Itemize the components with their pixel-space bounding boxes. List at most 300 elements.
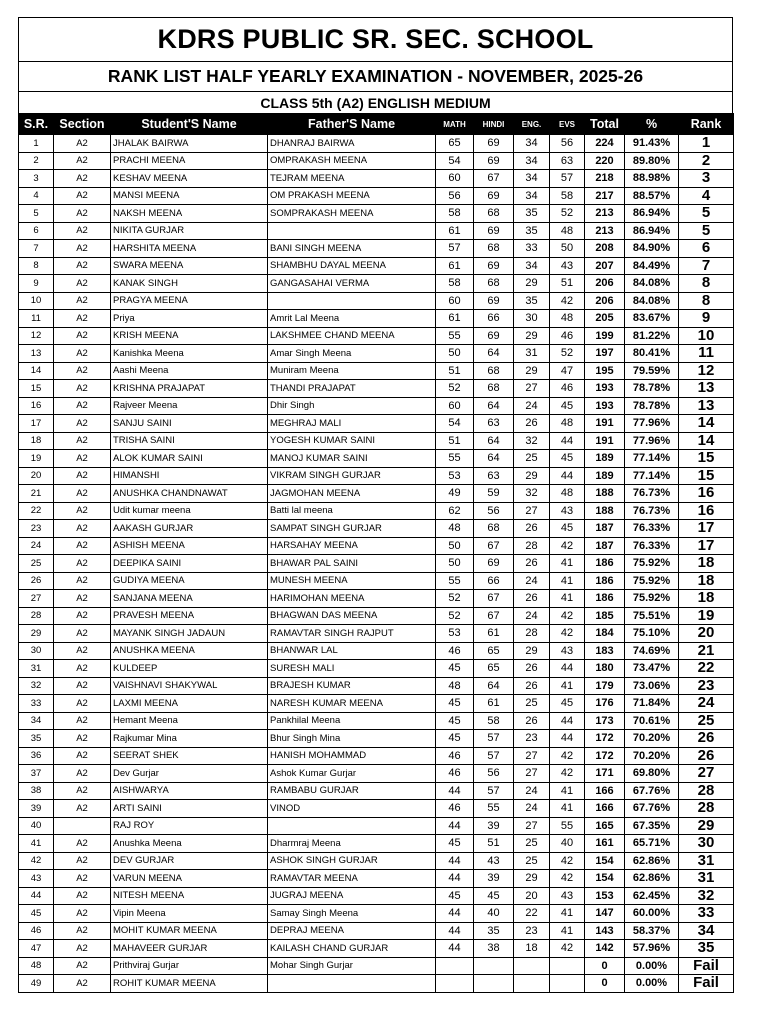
cell-hindi: 61 — [474, 625, 514, 643]
cell-eng: 26 — [514, 712, 550, 730]
cell-father-name: Mohar Singh Gurjar — [268, 957, 436, 975]
cell-section — [54, 817, 111, 835]
cell-student-name: HARSHITA MEENA — [111, 240, 268, 258]
cell-eng: 24 — [514, 607, 550, 625]
cell-section: A2 — [54, 887, 111, 905]
cell-evs: 48 — [550, 222, 585, 240]
cell-total: 186 — [585, 555, 625, 573]
cell-percent: 67.76% — [625, 800, 679, 818]
cell-evs: 41 — [550, 677, 585, 695]
cell-total: 191 — [585, 415, 625, 433]
cell-sr: 5 — [19, 205, 54, 223]
cell-section: A2 — [54, 275, 111, 293]
cell-section: A2 — [54, 870, 111, 888]
cell-section: A2 — [54, 187, 111, 205]
cell-rank: 20 — [679, 625, 734, 643]
cell-hindi: 45 — [474, 887, 514, 905]
cell-hindi: 56 — [474, 765, 514, 783]
cell-total: 208 — [585, 240, 625, 258]
cell-student-name: Prithviraj Gurjar — [111, 957, 268, 975]
cell-eng: 33 — [514, 240, 550, 258]
cell-student-name: PRAVESH MEENA — [111, 607, 268, 625]
cell-total: 213 — [585, 222, 625, 240]
cell-hindi: 67 — [474, 607, 514, 625]
cell-student-name: Aashi Meena — [111, 362, 268, 380]
cell-hindi: 63 — [474, 467, 514, 485]
table-row — [19, 975, 734, 993]
cell-evs: 52 — [550, 205, 585, 223]
cell-percent: 75.10% — [625, 625, 679, 643]
cell-hindi: 64 — [474, 677, 514, 695]
cell-total: 153 — [585, 887, 625, 905]
cell-student-name: ARTI SAINI — [111, 800, 268, 818]
cell-total: 206 — [585, 292, 625, 310]
cell-eng — [514, 975, 550, 993]
cell-rank: 31 — [679, 870, 734, 888]
cell-percent: 57.96% — [625, 940, 679, 958]
class-title: CLASS 5th (A2) ENGLISH MEDIUM — [18, 91, 733, 113]
cell-sr: 8 — [19, 257, 54, 275]
cell-sr: 45 — [19, 905, 54, 923]
cell-eng: 27 — [514, 380, 550, 398]
cell-math: 45 — [436, 660, 474, 678]
table-row — [19, 135, 734, 153]
cell-percent: 77.14% — [625, 450, 679, 468]
cell-hindi: 64 — [474, 345, 514, 363]
cell-eng: 29 — [514, 275, 550, 293]
rank-table — [18, 113, 734, 993]
cell-total: 189 — [585, 467, 625, 485]
table-row — [19, 887, 734, 905]
cell-total: 220 — [585, 152, 625, 170]
cell-percent: 78.78% — [625, 380, 679, 398]
table-row — [19, 572, 734, 590]
cell-father-name: SAMPAT SINGH GURJAR — [268, 520, 436, 538]
cell-percent: 83.67% — [625, 310, 679, 328]
cell-section: A2 — [54, 975, 111, 993]
cell-eng: 30 — [514, 310, 550, 328]
cell-eng: 24 — [514, 800, 550, 818]
cell-sr: 28 — [19, 607, 54, 625]
cell-sr: 40 — [19, 817, 54, 835]
cell-math: 55 — [436, 450, 474, 468]
cell-total: 154 — [585, 870, 625, 888]
cell-section: A2 — [54, 520, 111, 538]
cell-student-name: KESHAV MEENA — [111, 170, 268, 188]
cell-evs: 48 — [550, 310, 585, 328]
cell-evs: 42 — [550, 607, 585, 625]
cell-rank: 17 — [679, 537, 734, 555]
cell-sr: 4 — [19, 187, 54, 205]
cell-sr: 16 — [19, 397, 54, 415]
cell-student-name: AAKASH GURJAR — [111, 520, 268, 538]
cell-student-name: MAYANK SINGH JADAUN — [111, 625, 268, 643]
cell-section: A2 — [54, 852, 111, 870]
cell-math: 62 — [436, 502, 474, 520]
cell-rank: 18 — [679, 590, 734, 608]
cell-math: 50 — [436, 537, 474, 555]
cell-hindi: 67 — [474, 590, 514, 608]
cell-evs: 42 — [550, 747, 585, 765]
cell-hindi: 64 — [474, 432, 514, 450]
cell-rank: 8 — [679, 275, 734, 293]
cell-student-name: Udit kumar meena — [111, 502, 268, 520]
cell-percent: 84.90% — [625, 240, 679, 258]
cell-hindi: 43 — [474, 852, 514, 870]
header-math: MATH — [436, 114, 474, 135]
cell-father-name: Amrit Lal Meena — [268, 310, 436, 328]
cell-evs: 43 — [550, 257, 585, 275]
cell-sr: 9 — [19, 275, 54, 293]
cell-percent: 76.73% — [625, 485, 679, 503]
cell-rank: 10 — [679, 327, 734, 345]
cell-evs: 43 — [550, 642, 585, 660]
cell-eng: 35 — [514, 205, 550, 223]
cell-evs: 41 — [550, 572, 585, 590]
table-row — [19, 520, 734, 538]
cell-rank: 32 — [679, 887, 734, 905]
cell-sr: 13 — [19, 345, 54, 363]
cell-evs: 46 — [550, 327, 585, 345]
table-row — [19, 275, 734, 293]
cell-rank: 1 — [679, 135, 734, 153]
cell-total: 224 — [585, 135, 625, 153]
table-row — [19, 765, 734, 783]
cell-father-name: RAMBABU GURJAR — [268, 782, 436, 800]
cell-student-name: KRISH MEENA — [111, 327, 268, 345]
cell-evs: 55 — [550, 817, 585, 835]
cell-rank: 21 — [679, 642, 734, 660]
cell-section: A2 — [54, 712, 111, 730]
cell-father-name: Samay Singh Meena — [268, 905, 436, 923]
cell-sr: 27 — [19, 590, 54, 608]
cell-father-name: Dharmraj Meena — [268, 835, 436, 853]
cell-section: A2 — [54, 257, 111, 275]
cell-hindi: 68 — [474, 275, 514, 293]
cell-eng: 32 — [514, 485, 550, 503]
cell-student-name: ROHIT KUMAR MEENA — [111, 975, 268, 993]
table-row — [19, 222, 734, 240]
cell-math: 45 — [436, 712, 474, 730]
cell-math: 53 — [436, 467, 474, 485]
table-row — [19, 905, 734, 923]
cell-hindi: 39 — [474, 817, 514, 835]
cell-father-name: Bhur Singh Mina — [268, 730, 436, 748]
cell-hindi: 66 — [474, 572, 514, 590]
cell-section: A2 — [54, 940, 111, 958]
table-row — [19, 922, 734, 940]
cell-evs: 45 — [550, 520, 585, 538]
cell-evs: 41 — [550, 905, 585, 923]
cell-section: A2 — [54, 222, 111, 240]
cell-student-name: Anushka Meena — [111, 835, 268, 853]
cell-rank: 5 — [679, 222, 734, 240]
cell-hindi: 69 — [474, 222, 514, 240]
cell-section: A2 — [54, 397, 111, 415]
cell-percent: 62.86% — [625, 852, 679, 870]
cell-section: A2 — [54, 905, 111, 923]
cell-sr: 34 — [19, 712, 54, 730]
cell-sr: 33 — [19, 695, 54, 713]
cell-total: 0 — [585, 957, 625, 975]
cell-percent: 69.80% — [625, 765, 679, 783]
cell-section: A2 — [54, 625, 111, 643]
cell-total: 188 — [585, 502, 625, 520]
cell-evs: 46 — [550, 380, 585, 398]
cell-evs: 44 — [550, 712, 585, 730]
cell-section: A2 — [54, 747, 111, 765]
cell-eng: 34 — [514, 152, 550, 170]
cell-rank: 29 — [679, 817, 734, 835]
cell-sr: 11 — [19, 310, 54, 328]
cell-total: 193 — [585, 397, 625, 415]
cell-eng: 25 — [514, 852, 550, 870]
cell-student-name: VAISHNAVI SHAKYWAL — [111, 677, 268, 695]
cell-sr: 7 — [19, 240, 54, 258]
cell-math: 65 — [436, 135, 474, 153]
cell-sr: 17 — [19, 415, 54, 433]
table-row — [19, 380, 734, 398]
cell-math: 61 — [436, 310, 474, 328]
cell-sr: 3 — [19, 170, 54, 188]
table-row — [19, 345, 734, 363]
cell-rank: 18 — [679, 572, 734, 590]
cell-student-name: AISHWARYA — [111, 782, 268, 800]
cell-section: A2 — [54, 765, 111, 783]
cell-eng: 34 — [514, 170, 550, 188]
cell-eng: 20 — [514, 887, 550, 905]
cell-total: 186 — [585, 572, 625, 590]
cell-evs: 44 — [550, 432, 585, 450]
cell-evs: 41 — [550, 800, 585, 818]
cell-eng: 31 — [514, 345, 550, 363]
cell-eng: 35 — [514, 222, 550, 240]
cell-father-name: BANI SINGH MEENA — [268, 240, 436, 258]
cell-rank: 3 — [679, 170, 734, 188]
cell-rank: 18 — [679, 555, 734, 573]
cell-percent: 84.49% — [625, 257, 679, 275]
table-row — [19, 310, 734, 328]
cell-total: 171 — [585, 765, 625, 783]
cell-sr: 23 — [19, 520, 54, 538]
cell-eng: 29 — [514, 467, 550, 485]
table-row — [19, 870, 734, 888]
cell-hindi: 63 — [474, 415, 514, 433]
cell-evs: 45 — [550, 397, 585, 415]
cell-total: 161 — [585, 835, 625, 853]
table-row — [19, 712, 734, 730]
cell-total: 143 — [585, 922, 625, 940]
cell-father-name: MEGHRAJ MALI — [268, 415, 436, 433]
table-row — [19, 625, 734, 643]
cell-rank: 27 — [679, 765, 734, 783]
table-row — [19, 590, 734, 608]
cell-rank: 6 — [679, 240, 734, 258]
cell-eng: 29 — [514, 870, 550, 888]
cell-hindi: 57 — [474, 782, 514, 800]
cell-evs: 50 — [550, 240, 585, 258]
cell-total: 147 — [585, 905, 625, 923]
cell-math: 61 — [436, 222, 474, 240]
cell-student-name: DEEPIKA SAINI — [111, 555, 268, 573]
cell-sr: 36 — [19, 747, 54, 765]
cell-rank: 12 — [679, 362, 734, 380]
cell-sr: 25 — [19, 555, 54, 573]
cell-total: 166 — [585, 800, 625, 818]
cell-math: 61 — [436, 257, 474, 275]
cell-total: 195 — [585, 362, 625, 380]
cell-total: 207 — [585, 257, 625, 275]
exam-title: RANK LIST HALF YEARLY EXAMINATION - NOVEMBER, 2025-26 — [18, 61, 733, 91]
cell-math: 52 — [436, 590, 474, 608]
table-row — [19, 362, 734, 380]
cell-father-name: HARIMOHAN MEENA — [268, 590, 436, 608]
cell-section: A2 — [54, 170, 111, 188]
cell-total: 172 — [585, 730, 625, 748]
table-row — [19, 205, 734, 223]
cell-section: A2 — [54, 432, 111, 450]
cell-rank: 26 — [679, 747, 734, 765]
cell-hindi: 68 — [474, 520, 514, 538]
cell-percent: 76.73% — [625, 502, 679, 520]
cell-student-name: SANJU SAINI — [111, 415, 268, 433]
cell-total: 217 — [585, 187, 625, 205]
cell-math: 44 — [436, 817, 474, 835]
cell-evs: 52 — [550, 345, 585, 363]
cell-percent: 84.08% — [625, 292, 679, 310]
table-row — [19, 415, 734, 433]
cell-section: A2 — [54, 660, 111, 678]
cell-evs: 45 — [550, 695, 585, 713]
cell-section: A2 — [54, 677, 111, 695]
cell-eng: 26 — [514, 677, 550, 695]
cell-sr: 35 — [19, 730, 54, 748]
cell-father-name: HARSAHAY MEENA — [268, 537, 436, 555]
cell-eng: 22 — [514, 905, 550, 923]
cell-percent: 75.92% — [625, 590, 679, 608]
cell-evs: 41 — [550, 782, 585, 800]
cell-total: 184 — [585, 625, 625, 643]
cell-student-name: SEERAT SHEK — [111, 747, 268, 765]
cell-student-name: JHALAK BAIRWA — [111, 135, 268, 153]
cell-percent: 70.20% — [625, 730, 679, 748]
cell-evs: 63 — [550, 152, 585, 170]
cell-rank: 9 — [679, 310, 734, 328]
cell-hindi: 69 — [474, 555, 514, 573]
cell-eng: 34 — [514, 187, 550, 205]
table-row — [19, 835, 734, 853]
cell-father-name: MUNESH MEENA — [268, 572, 436, 590]
cell-percent: 0.00% — [625, 975, 679, 993]
cell-total: 218 — [585, 170, 625, 188]
cell-student-name: SWARA MEENA — [111, 257, 268, 275]
table-row — [19, 450, 734, 468]
cell-father-name: BHAGWAN DAS MEENA — [268, 607, 436, 625]
cell-rank: 13 — [679, 380, 734, 398]
cell-sr: 19 — [19, 450, 54, 468]
cell-math: 48 — [436, 520, 474, 538]
cell-father-name: VINOD — [268, 800, 436, 818]
cell-sr: 47 — [19, 940, 54, 958]
cell-eng: 28 — [514, 625, 550, 643]
cell-father-name: Batti lal meena — [268, 502, 436, 520]
cell-math: 57 — [436, 240, 474, 258]
cell-section: A2 — [54, 957, 111, 975]
cell-sr: 24 — [19, 537, 54, 555]
cell-student-name: ALOK KUMAR SAINI — [111, 450, 268, 468]
cell-evs: 47 — [550, 362, 585, 380]
cell-total: 180 — [585, 660, 625, 678]
cell-percent: 80.41% — [625, 345, 679, 363]
cell-math: 45 — [436, 695, 474, 713]
table-row — [19, 467, 734, 485]
cell-percent: 77.96% — [625, 415, 679, 433]
cell-percent: 73.47% — [625, 660, 679, 678]
cell-percent: 74.69% — [625, 642, 679, 660]
cell-hindi: 69 — [474, 257, 514, 275]
cell-percent: 88.98% — [625, 170, 679, 188]
cell-sr: 21 — [19, 485, 54, 503]
cell-eng: 25 — [514, 835, 550, 853]
cell-father-name: THANDI PRAJAPAT — [268, 380, 436, 398]
cell-math: 50 — [436, 555, 474, 573]
cell-eng: 27 — [514, 747, 550, 765]
cell-father-name: TEJRAM MEENA — [268, 170, 436, 188]
header-student-name: Student'S Name — [111, 114, 268, 135]
cell-student-name: Kanishka Meena — [111, 345, 268, 363]
table-row — [19, 292, 734, 310]
cell-percent: 91.43% — [625, 135, 679, 153]
cell-student-name: Vipin Meena — [111, 905, 268, 923]
cell-hindi — [474, 975, 514, 993]
cell-sr: 1 — [19, 135, 54, 153]
cell-student-name: NAKSH MEENA — [111, 205, 268, 223]
cell-total: 191 — [585, 432, 625, 450]
cell-math: 44 — [436, 940, 474, 958]
cell-student-name: Dev Gurjar — [111, 765, 268, 783]
table-row — [19, 432, 734, 450]
cell-section: A2 — [54, 485, 111, 503]
cell-evs: 44 — [550, 730, 585, 748]
cell-percent: 70.61% — [625, 712, 679, 730]
table-row — [19, 817, 734, 835]
cell-total: 189 — [585, 450, 625, 468]
cell-rank: 33 — [679, 905, 734, 923]
cell-hindi: 65 — [474, 642, 514, 660]
cell-sr: 31 — [19, 660, 54, 678]
cell-hindi: 69 — [474, 135, 514, 153]
cell-eng: 29 — [514, 327, 550, 345]
table-row — [19, 502, 734, 520]
cell-sr: 49 — [19, 975, 54, 993]
table-row — [19, 485, 734, 503]
cell-sr: 15 — [19, 380, 54, 398]
cell-sr: 46 — [19, 922, 54, 940]
cell-total: 187 — [585, 537, 625, 555]
table-row — [19, 695, 734, 713]
cell-eng: 26 — [514, 590, 550, 608]
cell-rank: 31 — [679, 852, 734, 870]
cell-math: 46 — [436, 642, 474, 660]
cell-sr: 6 — [19, 222, 54, 240]
cell-math: 44 — [436, 922, 474, 940]
cell-father-name: JUGRAJ MEENA — [268, 887, 436, 905]
cell-student-name: PRAGYA MEENA — [111, 292, 268, 310]
header-eng: ENG. — [514, 114, 550, 135]
cell-sr: 41 — [19, 835, 54, 853]
cell-section: A2 — [54, 922, 111, 940]
cell-student-name: Rajveer Meena — [111, 397, 268, 415]
